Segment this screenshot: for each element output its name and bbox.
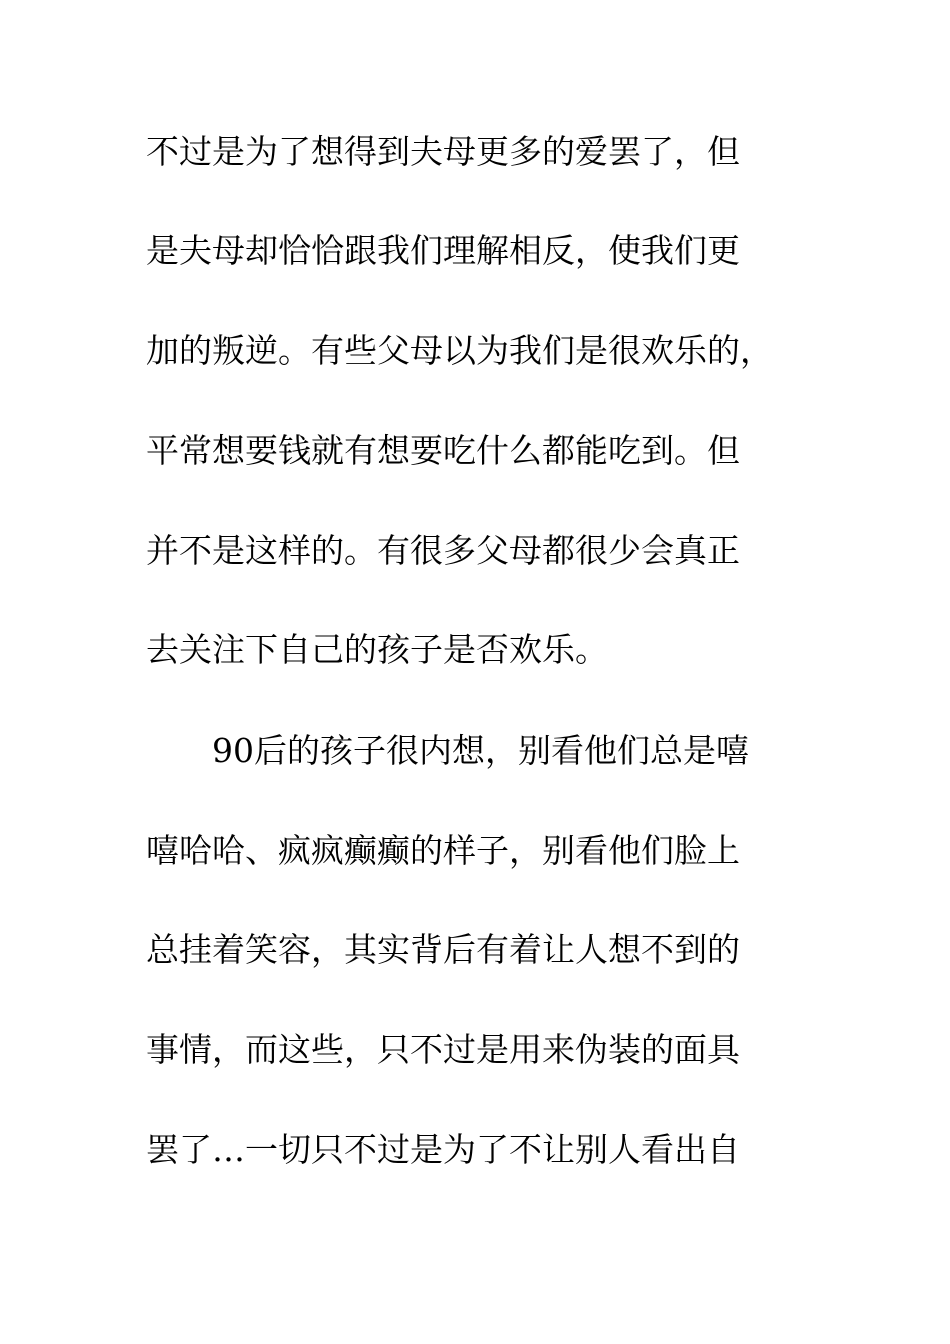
text-line: 事情，而这些，只不过是用来伪装的面具: [146, 1030, 740, 1069]
text-line: 总挂着笑容，其实背后有着让人想不到的: [146, 930, 740, 969]
text-line: 罢了…一切只不过是为了不让别人看出自: [146, 1130, 740, 1169]
text-line: 去关注下自己的孩子是否欢乐。: [146, 630, 608, 669]
text-line: 加的叛逆。有些父母以为我们是很欢乐的，: [146, 331, 773, 370]
text-line: 90后的孩子很内想，别看他们总是嘻: [146, 731, 749, 770]
text-line: 平常想要钱就有想要吃什么都能吃到。但: [146, 431, 740, 470]
text-line: 嘻哈哈、疯疯癫癫的样子，别看他们脸上: [146, 831, 740, 870]
text-line: 不过是为了想得到夫母更多的爱罢了，但: [146, 132, 740, 171]
text-line: 并不是这样的。有很多父母都很少会真正: [146, 531, 740, 570]
text-line: 是夫母却恰恰跟我们理解相反，使我们更: [146, 231, 740, 270]
